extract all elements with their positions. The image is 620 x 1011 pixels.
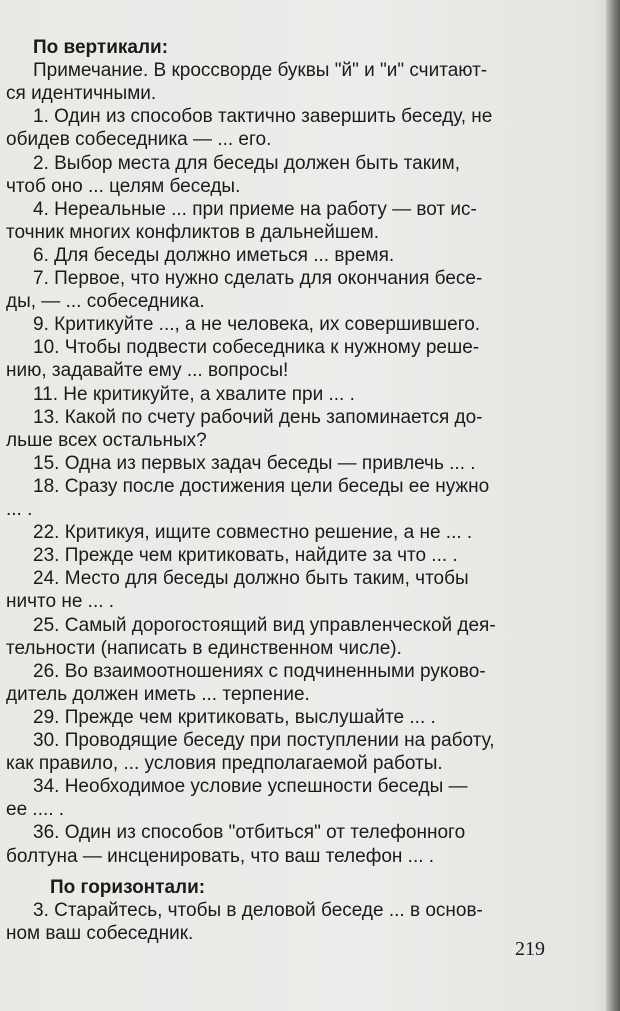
clue-line: нию, задавайте ему ... вопросы! — [6, 360, 289, 382]
note-line: ся идентичными. — [6, 83, 157, 105]
note-line: Примечание. В кроссворде буквы "й" и "и" считают- — [33, 60, 488, 82]
clue-line: 24. Место для беседы должно быть таким, чтобы — [33, 568, 469, 590]
clue-line: ... . — [6, 499, 33, 520]
clue-line: 11. Не критикуйте, а хвалите при ... . — [33, 383, 355, 405]
clue-line: 26. Во взаимоотношениях с подчиненными руково- — [33, 660, 486, 682]
clue-line: ном ваш собеседник. — [6, 922, 194, 944]
clue-line: чтоб оно ... целям беседы. — [6, 175, 241, 197]
page-number: 219 — [515, 938, 545, 960]
clue-line: 30. Проводящие беседу при поступлении на работу, — [33, 730, 495, 751]
clue-line: 18. Сразу после достижения цели беседы ее нужно — [33, 475, 490, 497]
clue-line: ды, — ... собеседника. — [6, 291, 205, 313]
clue-line: 10. Чтобы подвести собеседника к нужному реше- — [33, 337, 480, 359]
clue-line: 7. Первое, что нужно сделать для окончания бесе- — [33, 268, 483, 289]
clue-line: 9. Критикуйте ..., а не человека, их совершившего. — [33, 314, 481, 336]
clue-line: 3. Старайтесь, чтобы в деловой беседе ... в основ- — [33, 899, 483, 921]
clue-line: как правило, ... условия предполагаемой работы. — [6, 753, 443, 775]
clue-line: обидев собеседника — ... его. — [6, 129, 272, 151]
book-spine-shadow — [606, 0, 620, 1011]
clue-line: болтуна — инсценировать, что ваш телефон ... . — [6, 845, 435, 867]
section-heading-vertical: По вертикали: — [33, 37, 169, 58]
clue-line: 1. Один из способов тактично завершить беседу, не — [33, 106, 493, 128]
clue-line: дитель должен иметь ... терпение. — [6, 683, 310, 705]
clue-line: 29. Прежде чем критиковать, выслушайте ... . — [33, 706, 436, 728]
clue-line: 22. Критикуя, ищите совместно решение, а не ... . — [33, 522, 473, 544]
clue-line: 36. Один из способов "отбиться" от телефонного — [33, 822, 466, 844]
clue-line: 15. Одна из первых задач беседы — привлечь ... . — [33, 452, 476, 474]
section-heading-horizontal: По горизонтали: — [50, 876, 206, 898]
clue-line: 25. Самый дорогостоящий вид управленческой дея- — [33, 614, 496, 636]
clue-line: 34. Необходимое условие успешности беседы — — [33, 776, 468, 798]
clue-line: 2. Выбор места для беседы должен быть таким, — [33, 152, 460, 174]
clue-line: ее .... . — [6, 799, 65, 821]
clue-line: льше всех остальных? — [6, 429, 207, 451]
clue-line: точник многих конфликтов в дальнейшем. — [6, 221, 379, 243]
clue-line: ничто не ... . — [6, 591, 115, 613]
clue-line: 13. Какой по счету рабочий день запоминается до- — [33, 406, 483, 428]
clue-line: 6. Для беседы должно иметься ... время. — [33, 244, 395, 266]
clue-line: 4. Нереальные ... при приеме на работу — вот ис- — [33, 198, 477, 220]
clue-line: тельности (написать в единственном числе). — [6, 637, 402, 659]
clue-line: 23. Прежде чем критиковать, найдите за что ... . — [33, 545, 458, 567]
